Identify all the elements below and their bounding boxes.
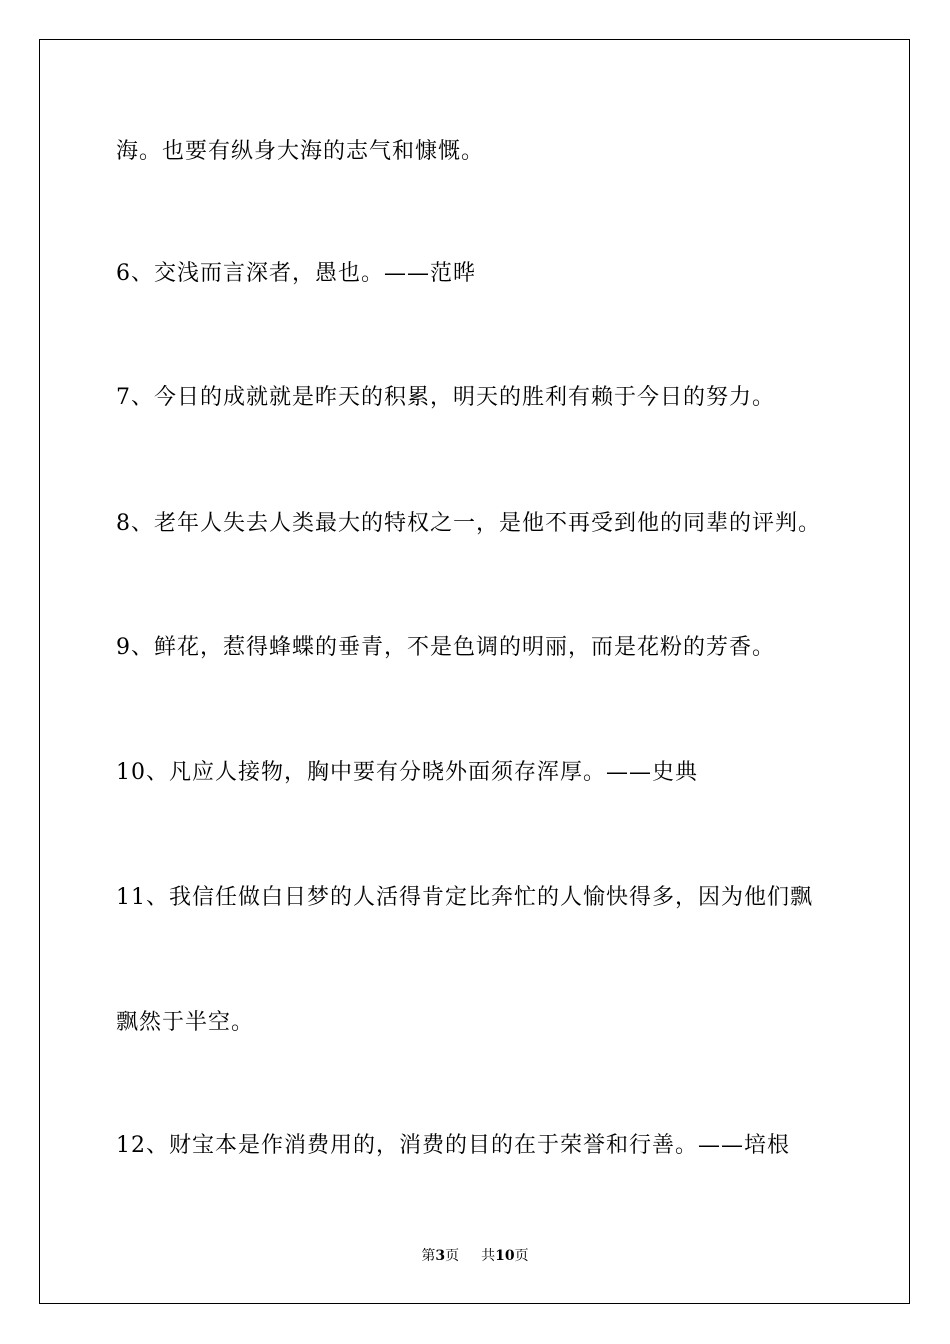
text-line-6: 10、凡应人接物，胸中要有分晓外面须存浑厚。——史典 — [116, 760, 698, 785]
text-line-8: 飘然于半空。 — [116, 1010, 255, 1035]
text-line-3: 7、今日的成就就是昨天的积累，明天的胜利有赖于今日的努力。 — [116, 385, 775, 410]
page-prefix: 第 — [421, 1248, 436, 1264]
page-number: 3 — [435, 1248, 446, 1264]
page-border — [39, 39, 910, 1304]
text-line-4: 8、老年人失去人类最大的特权之一，是他不再受到他的同辈的评判。 — [116, 511, 821, 536]
page-footer — [0, 1246, 950, 1266]
text-line-7: 11、我信任做白日梦的人活得肯定比奔忙的人愉快得多，因为他们飘 — [116, 885, 813, 910]
text-line-1: 海。也要有纵身大海的志气和慷慨。 — [116, 139, 485, 164]
page-suffix: 页 — [445, 1248, 460, 1264]
total-suffix: 页 — [514, 1248, 529, 1264]
text-line-9: 12、财宝本是作消费用的，消费的目的在于荣誉和行善。——培根 — [116, 1133, 790, 1158]
text-line-2: 6、交浅而言深者，愚也。——范晔 — [116, 261, 476, 286]
total-pages: 10 — [495, 1248, 515, 1264]
total-prefix: 共 — [481, 1248, 496, 1264]
text-line-5: 9、鲜花，惹得蜂蝶的垂青，不是色调的明丽，而是花粉的芳香。 — [116, 635, 775, 660]
